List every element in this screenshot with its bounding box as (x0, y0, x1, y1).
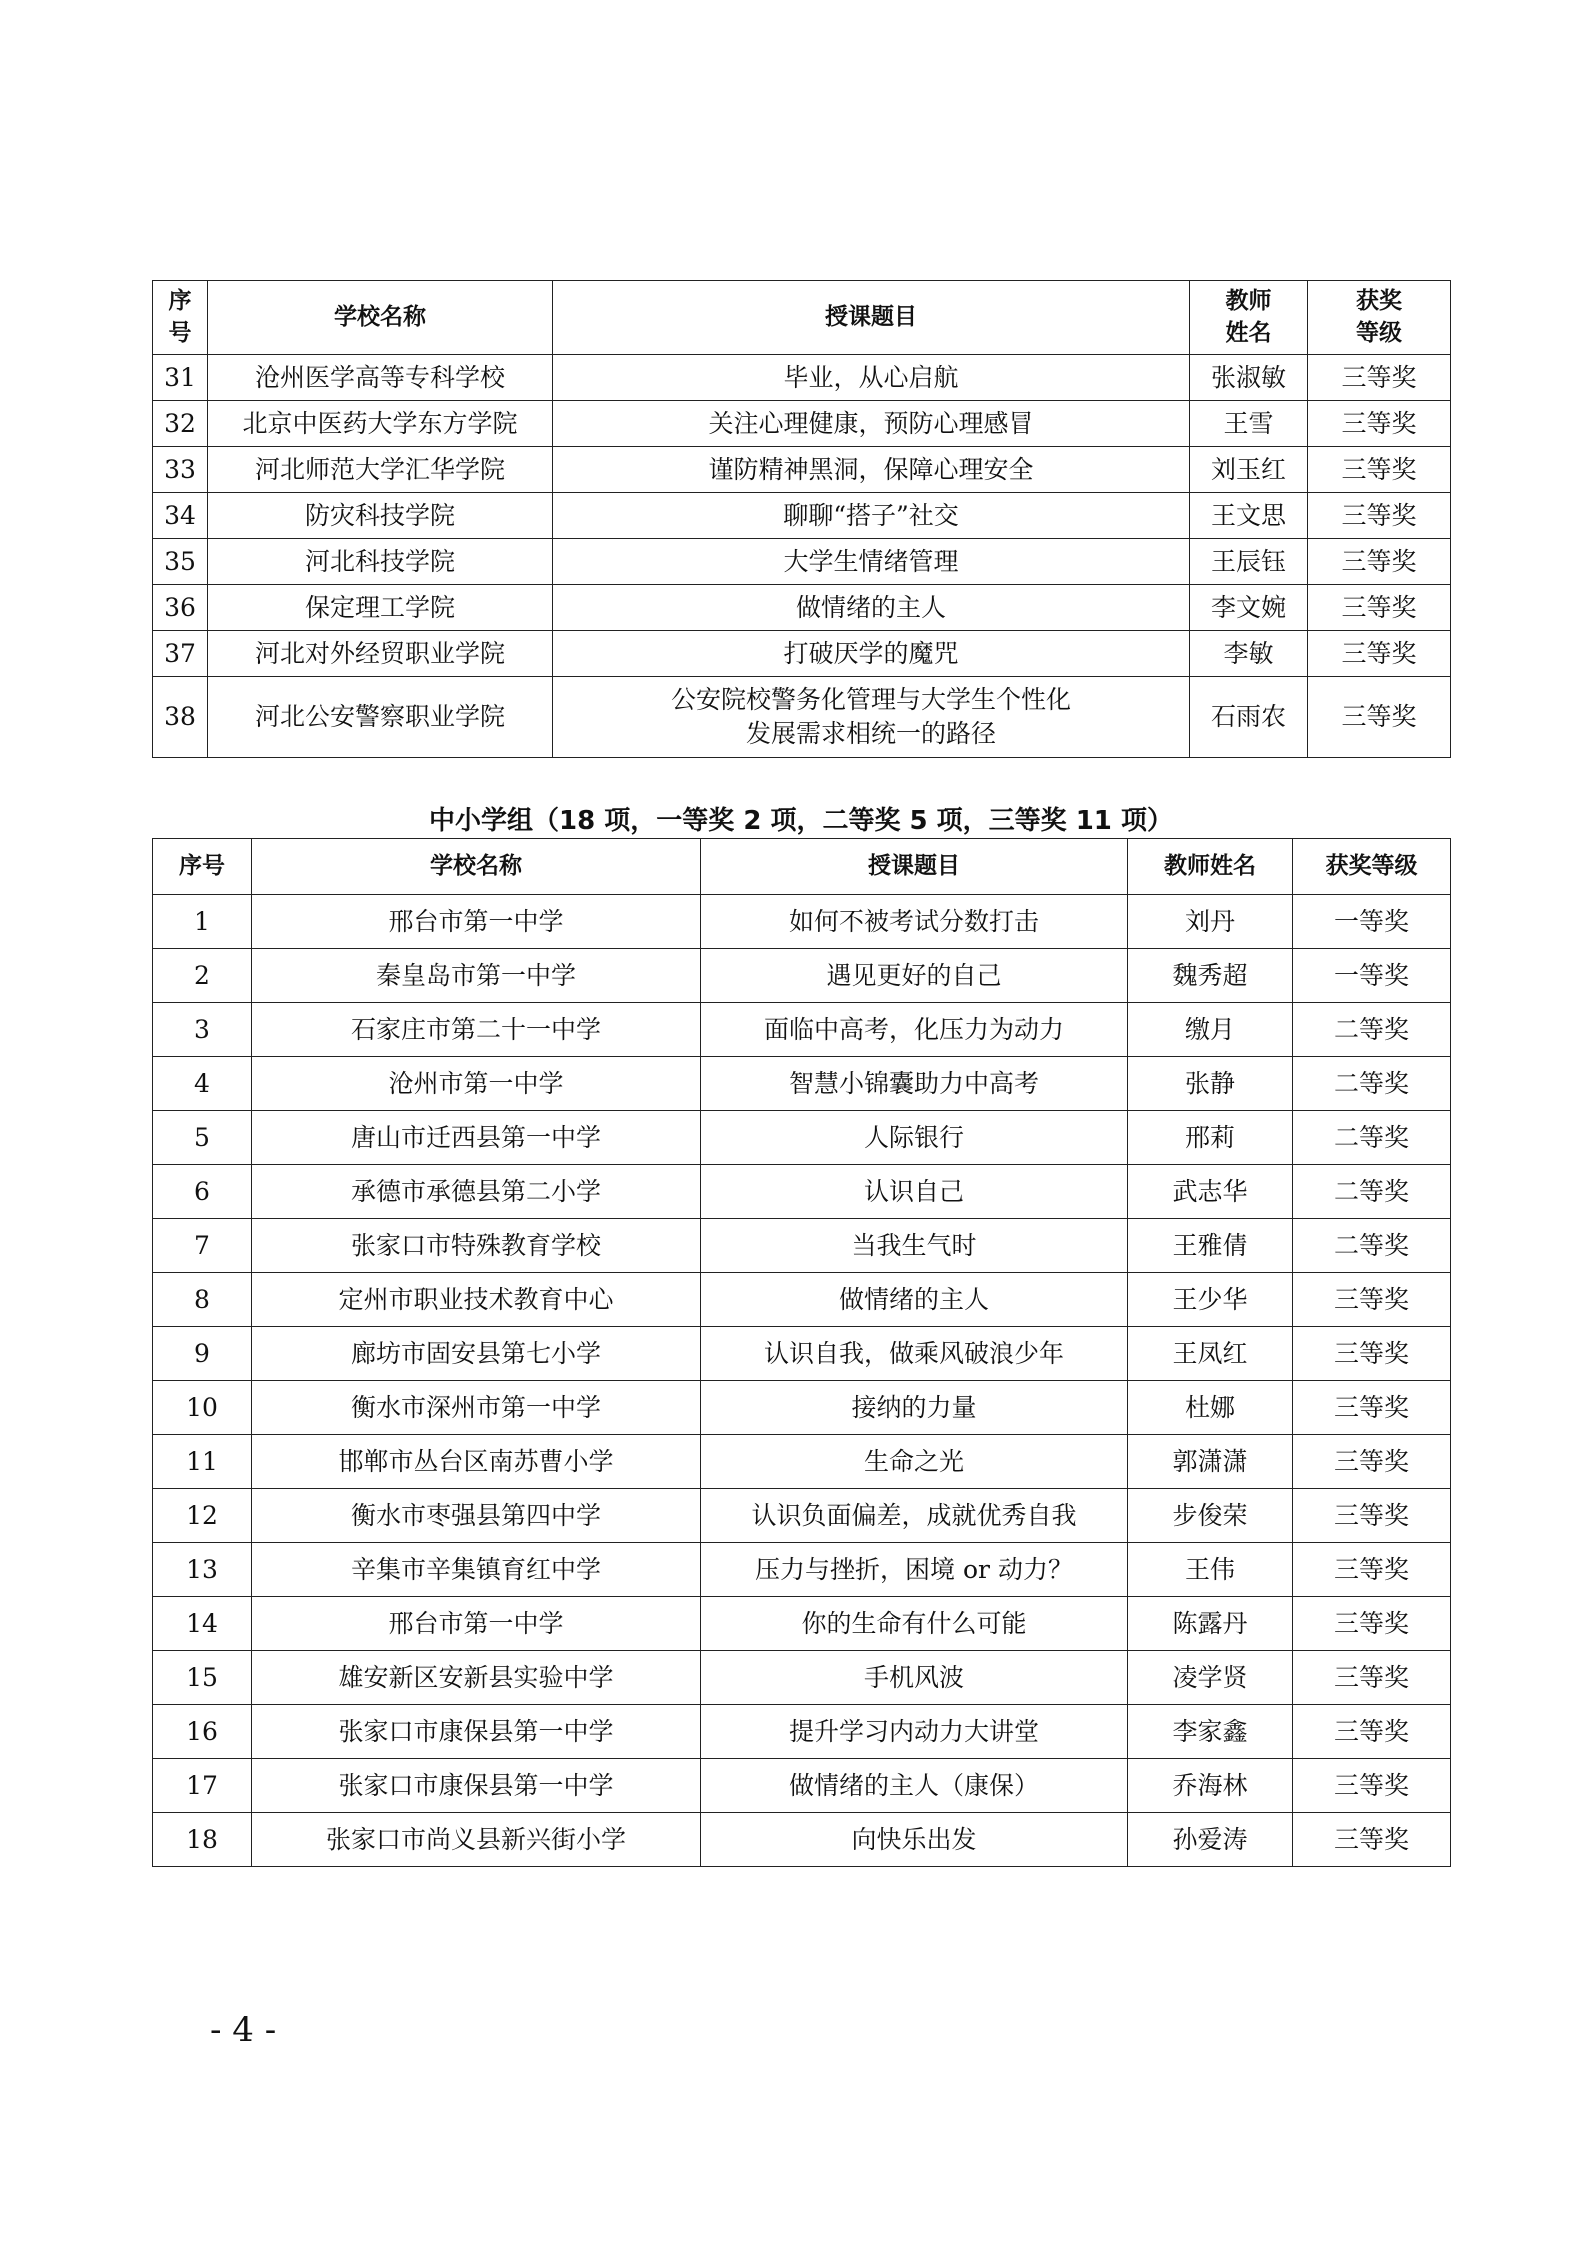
cell-no: 4 (153, 1057, 252, 1111)
cell-teacher: 步俊荣 (1128, 1489, 1293, 1543)
header-no: 序 号 (153, 281, 208, 355)
cell-no: 8 (153, 1273, 252, 1327)
table-row (153, 1435, 1451, 1489)
cell-no: 32 (153, 401, 208, 447)
cell-award: 二等奖 (1293, 1165, 1451, 1219)
cell-topic: 大学生情绪管理 (553, 539, 1190, 585)
cell-teacher: 王少华 (1128, 1273, 1293, 1327)
cell-teacher: 李文婉 (1190, 585, 1308, 631)
cell-topic: 人际银行 (701, 1111, 1128, 1165)
cell-topic: 生命之光 (701, 1435, 1128, 1489)
cell-teacher: 缴月 (1128, 1003, 1293, 1057)
cell-school: 承德市承德县第二小学 (252, 1165, 701, 1219)
cell-award: 三等奖 (1293, 1543, 1451, 1597)
cell-school: 北京中医药大学东方学院 (208, 401, 553, 447)
table-row (153, 1057, 1451, 1111)
topic-line: 公安院校警务化管理与大学生个性化 (670, 685, 1071, 715)
cell-no: 12 (153, 1489, 252, 1543)
cell-school: 张家口市特殊教育学校 (252, 1219, 701, 1273)
cell-school: 衡水市枣强县第四中学 (252, 1489, 701, 1543)
cell-award: 三等奖 (1293, 1435, 1451, 1489)
table-row (153, 1327, 1451, 1381)
page-number: - 4 - (210, 2010, 277, 2050)
cell-teacher: 王伟 (1128, 1543, 1293, 1597)
table-header-row (153, 839, 1451, 895)
cell-no: 34 (153, 493, 208, 539)
cell-award: 二等奖 (1293, 1003, 1451, 1057)
cell-no: 16 (153, 1705, 252, 1759)
cell-teacher: 凌学贤 (1128, 1651, 1293, 1705)
cell-teacher: 王雪 (1190, 401, 1308, 447)
cell-school: 河北公安警察职业学院 (208, 677, 553, 758)
cell-teacher: 王雅倩 (1128, 1219, 1293, 1273)
cell-school: 保定理工学院 (208, 585, 553, 631)
cell-school: 唐山市迁西县第一中学 (252, 1111, 701, 1165)
cell-school: 衡水市深州市第一中学 (252, 1381, 701, 1435)
header-topic: 授课题目 (553, 281, 1190, 355)
cell-teacher: 张静 (1128, 1057, 1293, 1111)
cell-no: 18 (153, 1813, 252, 1867)
cell-topic: 面临中高考，化压力为动力 (701, 1003, 1128, 1057)
header-school: 学校名称 (252, 839, 701, 895)
cell-teacher: 魏秀超 (1128, 949, 1293, 1003)
header-no: 序号 (153, 839, 252, 895)
cell-topic: 毕业，从心启航 (553, 355, 1190, 401)
cell-school: 防灾科技学院 (208, 493, 553, 539)
cell-school: 石家庄市第二十一中学 (252, 1003, 701, 1057)
cell-school: 张家口市尚义县新兴街小学 (252, 1813, 701, 1867)
cell-topic: 做情绪的主人 (701, 1273, 1128, 1327)
cell-no: 7 (153, 1219, 252, 1273)
cell-topic: 如何不被考试分数打击 (701, 895, 1128, 949)
cell-award: 三等奖 (1293, 1705, 1451, 1759)
cell-no: 14 (153, 1597, 252, 1651)
table-row (153, 677, 1451, 758)
cell-no: 6 (153, 1165, 252, 1219)
table-row (153, 1165, 1451, 1219)
cell-school: 张家口市康保县第一中学 (252, 1705, 701, 1759)
cell-no: 2 (153, 949, 252, 1003)
table-row (153, 631, 1451, 677)
cell-teacher: 王凤红 (1128, 1327, 1293, 1381)
cell-teacher: 张淑敏 (1190, 355, 1308, 401)
cell-award: 三等奖 (1308, 631, 1451, 677)
cell-teacher: 李家鑫 (1128, 1705, 1293, 1759)
cell-school: 沧州市第一中学 (252, 1057, 701, 1111)
cell-teacher: 武志华 (1128, 1165, 1293, 1219)
cell-teacher: 邢莉 (1128, 1111, 1293, 1165)
table-row (153, 1273, 1451, 1327)
cell-topic: 认识自己 (701, 1165, 1128, 1219)
header-school: 学校名称 (208, 281, 553, 355)
cell-award: 一等奖 (1293, 895, 1451, 949)
header-teacher: 教师 姓名 (1190, 281, 1308, 355)
cell-award: 三等奖 (1308, 355, 1451, 401)
cell-no: 33 (153, 447, 208, 493)
cell-award: 二等奖 (1293, 1219, 1451, 1273)
cell-school: 河北科技学院 (208, 539, 553, 585)
cell-topic: 遇见更好的自己 (701, 949, 1128, 1003)
table-row (153, 1003, 1451, 1057)
cell-no: 5 (153, 1111, 252, 1165)
cell-award: 三等奖 (1293, 1327, 1451, 1381)
cell-award: 三等奖 (1293, 1651, 1451, 1705)
cell-no: 37 (153, 631, 208, 677)
table-row (153, 1219, 1451, 1273)
cell-no: 31 (153, 355, 208, 401)
table-row (153, 493, 1451, 539)
cell-school: 邯郸市丛台区南苏曹小学 (252, 1435, 701, 1489)
cell-topic: 打破厌学的魔咒 (553, 631, 1190, 677)
cell-no: 11 (153, 1435, 252, 1489)
table-row (153, 1489, 1451, 1543)
table-row (153, 1651, 1451, 1705)
cell-school: 定州市职业技术教育中心 (252, 1273, 701, 1327)
cell-teacher: 石雨农 (1190, 677, 1308, 758)
cell-topic: 做情绪的主人（康保） (701, 1759, 1128, 1813)
cell-award: 二等奖 (1293, 1057, 1451, 1111)
cell-no: 3 (153, 1003, 252, 1057)
cell-teacher: 刘丹 (1128, 895, 1293, 949)
awards-table-continued (152, 280, 1451, 758)
header-award: 获奖等级 (1293, 839, 1451, 895)
middle-primary-awards-table (152, 838, 1451, 1867)
cell-teacher: 杜娜 (1128, 1381, 1293, 1435)
cell-award: 一等奖 (1293, 949, 1451, 1003)
section-title-middle-primary: 中小学组（18 项，一等奖 2 项，二等奖 5 项，三等奖 11 项） (429, 806, 1173, 836)
cell-award: 三等奖 (1293, 1489, 1451, 1543)
topic-line: 发展需求相统一的路径 (745, 719, 996, 748)
cell-teacher: 王文思 (1190, 493, 1308, 539)
cell-school: 邢台市第一中学 (252, 1597, 701, 1651)
cell-no: 36 (153, 585, 208, 631)
cell-topic: 智慧小锦囊助力中高考 (701, 1057, 1128, 1111)
cell-school: 邢台市第一中学 (252, 895, 701, 949)
cell-school: 廊坊市固安县第七小学 (252, 1327, 701, 1381)
table-row (153, 1543, 1451, 1597)
table-row (153, 539, 1451, 585)
cell-no: 13 (153, 1543, 252, 1597)
cell-school: 雄安新区安新县实验中学 (252, 1651, 701, 1705)
cell-teacher: 乔海林 (1128, 1759, 1293, 1813)
cell-school: 河北师范大学汇华学院 (208, 447, 553, 493)
table-row (153, 401, 1451, 447)
table-header-row (153, 281, 1451, 355)
table-row (153, 585, 1451, 631)
table-row (153, 1597, 1451, 1651)
cell-award: 三等奖 (1293, 1759, 1451, 1813)
cell-school: 沧州医学高等专科学校 (208, 355, 553, 401)
cell-award: 三等奖 (1308, 447, 1451, 493)
cell-topic (553, 677, 1190, 758)
cell-topic: 手机风波 (701, 1651, 1128, 1705)
table-row (153, 1813, 1451, 1867)
cell-school: 张家口市康保县第一中学 (252, 1759, 701, 1813)
table-row (153, 1381, 1451, 1435)
cell-no: 17 (153, 1759, 252, 1813)
cell-no: 15 (153, 1651, 252, 1705)
table-row (153, 355, 1451, 401)
cell-teacher: 陈露丹 (1128, 1597, 1293, 1651)
cell-no: 35 (153, 539, 208, 585)
cell-award: 三等奖 (1293, 1813, 1451, 1867)
cell-teacher: 李敏 (1190, 631, 1308, 677)
table-row (153, 1759, 1451, 1813)
cell-award: 三等奖 (1308, 677, 1451, 758)
cell-topic: 认识负面偏差，成就优秀自我 (701, 1489, 1128, 1543)
cell-topic: 接纳的力量 (701, 1381, 1128, 1435)
table-row (153, 1705, 1451, 1759)
cell-award: 二等奖 (1293, 1111, 1451, 1165)
table-row (153, 895, 1451, 949)
cell-topic: 认识自我，做乘风破浪少年 (701, 1327, 1128, 1381)
cell-teacher: 王辰钰 (1190, 539, 1308, 585)
cell-award: 三等奖 (1308, 585, 1451, 631)
cell-award: 三等奖 (1293, 1381, 1451, 1435)
cell-topic: 你的生命有什么可能 (701, 1597, 1128, 1651)
cell-teacher: 郭潇潇 (1128, 1435, 1293, 1489)
cell-award: 三等奖 (1293, 1273, 1451, 1327)
cell-no: 1 (153, 895, 252, 949)
cell-award: 三等奖 (1308, 539, 1451, 585)
cell-topic: 谨防精神黑洞，保障心理安全 (553, 447, 1190, 493)
table-row (153, 949, 1451, 1003)
cell-no: 10 (153, 1381, 252, 1435)
cell-topic: 压力与挫折，困境 or 动力？ (701, 1543, 1128, 1597)
cell-topic: 当我生气时 (701, 1219, 1128, 1273)
cell-no: 38 (153, 677, 208, 758)
cell-school: 辛集市辛集镇育红中学 (252, 1543, 701, 1597)
cell-topic: 关注心理健康，预防心理感冒 (553, 401, 1190, 447)
cell-school: 河北对外经贸职业学院 (208, 631, 553, 677)
cell-teacher: 孙爱涛 (1128, 1813, 1293, 1867)
cell-no: 9 (153, 1327, 252, 1381)
cell-topic: 做情绪的主人 (553, 585, 1190, 631)
cell-award: 三等奖 (1308, 401, 1451, 447)
table-row (153, 447, 1451, 493)
cell-school: 秦皇岛市第一中学 (252, 949, 701, 1003)
header-topic: 授课题目 (701, 839, 1128, 895)
cell-award: 三等奖 (1293, 1597, 1451, 1651)
cell-teacher: 刘玉红 (1190, 447, 1308, 493)
header-award: 获奖 等级 (1308, 281, 1451, 355)
header-teacher: 教师姓名 (1128, 839, 1293, 895)
cell-topic: 提升学习内动力大讲堂 (701, 1705, 1128, 1759)
cell-topic: 向快乐出发 (701, 1813, 1128, 1867)
table-row (153, 1111, 1451, 1165)
cell-topic: 聊聊“搭子”社交 (553, 493, 1190, 539)
cell-award: 三等奖 (1308, 493, 1451, 539)
